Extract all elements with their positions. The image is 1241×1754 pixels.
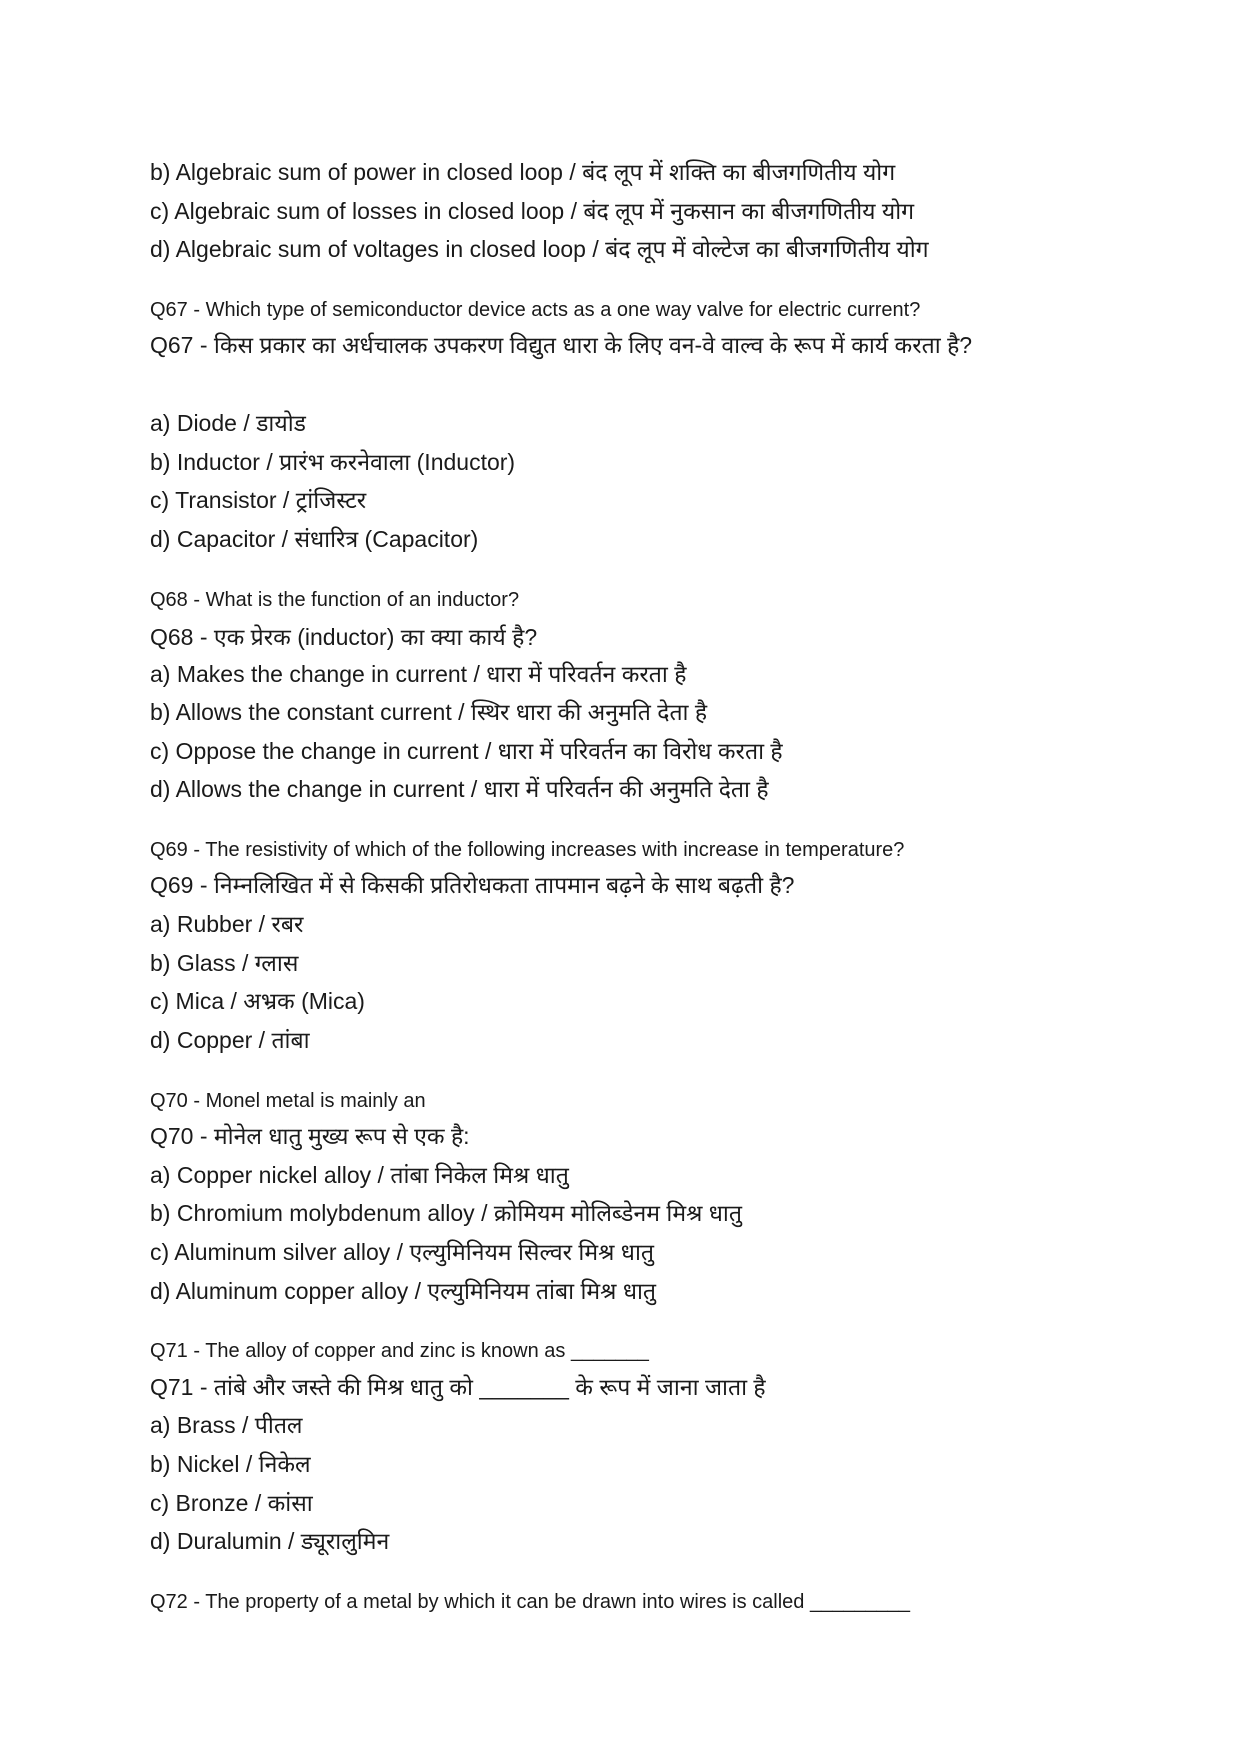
- question-hindi: Q71 - तांबे और जस्ते की मिश्र धातु को _______ के रूप में जाना जाता है: [150, 1374, 766, 1400]
- question-english: Q68 - What is the function of an inductor?: [150, 589, 520, 611]
- option-b: b) Nickel / निकेल: [150, 1451, 311, 1477]
- option-a: a) Diode / डायोड: [150, 410, 306, 436]
- question-english: Q70 - Monel metal is mainly an: [150, 1090, 426, 1112]
- question-english: Q72 - The property of a metal by which it can be drawn into wires is called _________: [150, 1591, 911, 1613]
- question-english: Q71 - The alloy of copper and zinc is known as _______: [150, 1340, 649, 1362]
- option-d: d) Copper / तांबा: [150, 1027, 310, 1053]
- option-d: d) Algebraic sum of voltages in closed loop / बंद लूप में वोल्टेज का बीजगणितीय योग: [150, 236, 929, 262]
- question-hindi: Q70 - मोनेल धातु मुख्य रूप से एक है:: [150, 1123, 470, 1149]
- option-a: a) Copper nickel alloy / तांबा निकेल मिश्र धातु: [150, 1162, 569, 1188]
- option-b: b) Inductor / प्रारंभ करनेवाला (Inductor): [150, 449, 516, 475]
- option-a: a) Rubber / रबर: [150, 911, 304, 937]
- option-b: b) Glass / ग्लास: [150, 950, 299, 976]
- question-hindi: Q69 - निम्नलिखित में से किसकी प्रतिरोधकता तापमान बढ़ने के साथ बढ़ती है?: [150, 872, 795, 898]
- option-d: d) Aluminum copper alloy / एल्युमिनियम तांबा मिश्र धातु: [150, 1278, 657, 1304]
- option-c: c) Algebraic sum of losses in closed loop / बंद लूप में नुकसान का बीजगणितीय योग: [150, 198, 915, 224]
- option-a: a) Brass / पीतल: [150, 1412, 303, 1438]
- option-c: c) Mica / अभ्रक (Mica): [150, 988, 365, 1014]
- option-d: d) Allows the change in current / धारा में परिवर्तन की अनुमति देता है: [150, 776, 769, 802]
- question-english: Q69 - The resistivity of which of the following increases with increase in temperature?: [150, 839, 905, 861]
- option-a: a) Makes the change in current / धारा में परिवर्तन करता है: [150, 661, 687, 687]
- option-b: b) Chromium molybdenum alloy / क्रोमियम मोलिब्डेनम मिश्र धातु: [150, 1200, 742, 1226]
- question-hindi: Q67 - किस प्रकार का अर्धचालक उपकरण विद्युत धारा के लिए वन-वे वाल्व के रूप में कार्य करता है?: [150, 332, 973, 358]
- question-english: Q67 - Which type of semiconductor device acts as a one way valve for electric current?: [150, 299, 921, 321]
- question-hindi: Q68 - एक प्रेरक (inductor) का क्या कार्य है?: [150, 624, 538, 650]
- option-c: c) Aluminum silver alloy / एल्युमिनियम सिल्वर मिश्र धातु: [150, 1239, 655, 1265]
- option-b: b) Allows the constant current / स्थिर धारा की अनुमति देता है: [150, 699, 708, 725]
- option-b: b) Algebraic sum of power in closed loop / बंद लूप में शक्ति का बीजगणितीय योग: [150, 159, 896, 185]
- option-c: c) Transistor / ट्रांजिस्टर: [150, 487, 367, 513]
- option-d: d) Capacitor / संधारित्र (Capacitor): [150, 526, 479, 552]
- option-c: c) Bronze / कांसा: [150, 1490, 313, 1516]
- option-c: c) Oppose the change in current / धारा में परिवर्तन का विरोध करता है: [150, 738, 783, 764]
- option-d: d) Duralumin / ड्यूरालुमिन: [150, 1528, 390, 1554]
